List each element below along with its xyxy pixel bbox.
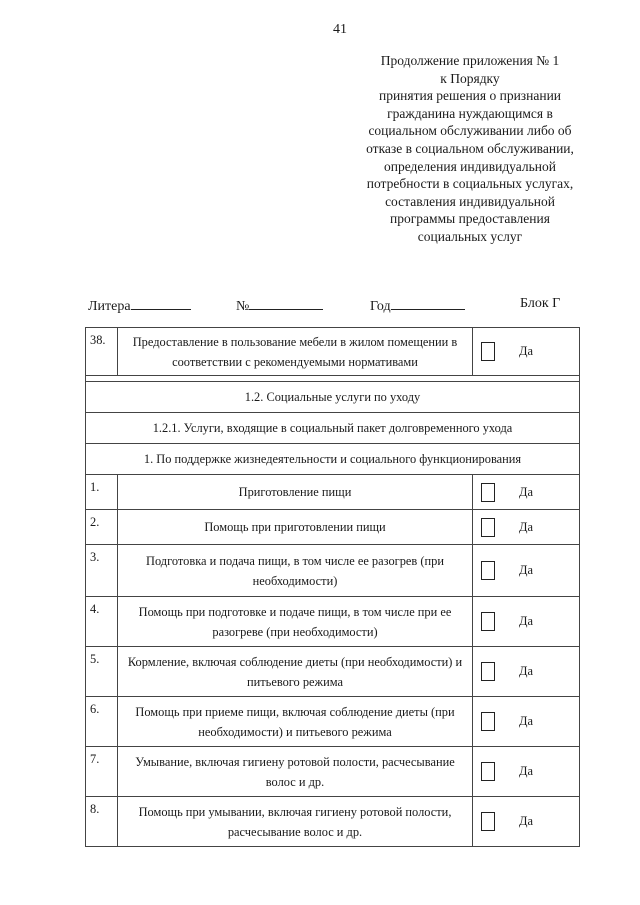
table-row	[86, 545, 579, 597]
row-option	[473, 328, 579, 375]
row-number: 4.	[86, 597, 118, 646]
group-heading: 1. По поддержке жизнедеятельности и социального функционирования	[86, 444, 579, 475]
appendix-line: отказе в социальном обслуживании,	[366, 140, 574, 156]
yes-label: Да	[519, 664, 533, 678]
yes-label: Да	[519, 814, 533, 828]
appendix-line: потребности в социальных услугах,	[366, 176, 574, 192]
litera-label: Литера	[88, 299, 131, 314]
row-option	[473, 475, 579, 509]
year-field[interactable]	[370, 296, 465, 315]
block-label: Блок Г	[520, 296, 561, 311]
yes-label: Да	[519, 563, 533, 577]
record-meta-line	[88, 296, 588, 316]
table-row	[86, 747, 579, 797]
row-number: 6.	[86, 697, 118, 746]
row-text: Помощь при приготовлении пищи	[118, 510, 473, 544]
appendix-line: Продолжение приложения № 1	[380, 53, 560, 68]
appendix-line: гражданина нуждающимся в	[387, 105, 553, 121]
yes-checkbox[interactable]	[481, 812, 495, 831]
yes-label: Да	[519, 519, 533, 534]
row-text: Приготовление пищи	[118, 475, 473, 509]
row-number: 1.	[86, 475, 118, 509]
row-option	[473, 697, 579, 746]
yes-checkbox[interactable]	[481, 518, 495, 537]
appendix-line: составления индивидуальной	[385, 193, 555, 209]
appendix-line: социальном обслуживании либо об	[368, 123, 572, 139]
page-number: 41	[333, 22, 347, 37]
appendix-header	[340, 52, 600, 246]
table-row	[86, 328, 579, 376]
yes-checkbox[interactable]	[481, 712, 495, 731]
row-text: Подготовка и подача пищи, в том числе ее разогрев (при необходимости)	[118, 545, 473, 596]
row-number: 3.	[86, 545, 118, 596]
section-heading: 1.2. Социальные услуги по уходу	[86, 382, 579, 413]
yes-label: Да	[519, 484, 533, 499]
row-option	[473, 747, 579, 796]
table-row	[86, 475, 579, 510]
appendix-line: принятия решения о признании	[378, 88, 562, 104]
row-text: Кормление, включая соблюдение диеты (при необходимости) и питьевого режима	[118, 647, 473, 696]
row-text: Предоставление в пользование мебели в жилом помещении в соответствии с рекомендуемыми нормативами	[118, 328, 473, 375]
year-blank[interactable]	[391, 296, 465, 310]
subsection-heading: 1.2.1. Услуги, входящие в социальный пакет долговременного ухода	[86, 413, 579, 444]
appendix-line: определения индивидуальной	[384, 158, 556, 174]
number-label: №	[236, 299, 250, 314]
number-blank[interactable]	[249, 296, 323, 310]
row-number: 5.	[86, 647, 118, 696]
yes-checkbox[interactable]	[481, 762, 495, 781]
table-row	[86, 510, 579, 545]
table-row	[86, 697, 579, 747]
yes-checkbox[interactable]	[481, 342, 495, 361]
yes-checkbox[interactable]	[481, 662, 495, 681]
table-row	[86, 797, 579, 847]
services-table	[85, 327, 580, 847]
row-text: Помощь при подготовке и подаче пищи, в том числе при ее разогреве (при необходимости)	[118, 597, 473, 646]
yes-label: Да	[519, 714, 533, 728]
appendix-line: программы предоставления	[390, 211, 550, 227]
table-row	[86, 597, 579, 647]
yes-label: Да	[519, 764, 533, 778]
litera-blank[interactable]	[131, 296, 191, 310]
litera-field[interactable]	[88, 296, 191, 315]
row-text: Умывание, включая гигиену ротовой полости, расчесывание волос и др.	[118, 747, 473, 796]
row-option	[473, 647, 579, 696]
row-text: Помощь при умывании, включая гигиену ротовой полости, расчесывание волос и др.	[118, 797, 473, 846]
row-option	[473, 510, 579, 544]
row-option	[473, 797, 579, 846]
appendix-line: социальных услуг	[417, 228, 523, 244]
yes-label: Да	[519, 614, 533, 628]
row-number: 38.	[86, 328, 118, 375]
table-row	[86, 647, 579, 697]
yes-checkbox[interactable]	[481, 612, 495, 631]
yes-checkbox[interactable]	[481, 561, 495, 580]
number-field[interactable]	[236, 296, 323, 315]
yes-label: Да	[519, 344, 533, 358]
row-option	[473, 545, 579, 596]
row-number: 8.	[86, 797, 118, 846]
row-number: 2.	[86, 510, 118, 544]
row-option	[473, 597, 579, 646]
yes-checkbox[interactable]	[481, 483, 495, 502]
appendix-line: к Порядку	[440, 70, 500, 86]
year-label: Год	[370, 299, 391, 314]
row-number: 7.	[86, 747, 118, 796]
row-text: Помощь при приеме пищи, включая соблюдение диеты (при необходимости) и питьевого режима	[118, 697, 473, 746]
